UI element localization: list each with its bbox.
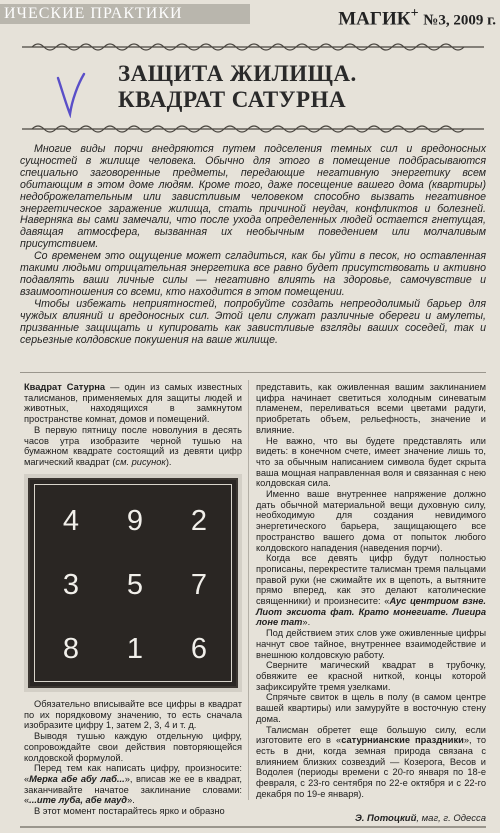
section-name: ИЧЕСКИЕ ПРАКТИКИ <box>0 4 250 24</box>
bottom-rule <box>20 826 486 828</box>
issue-number: №3, 2009 г. <box>423 12 496 29</box>
square-digit: 3 <box>62 569 80 601</box>
spell-formula-1: Мерка абе абу лаб... <box>29 773 125 784</box>
left-paragraph-4: Выводя тушью каждую отдельную цифру, сопровождайте свои действия повторяющейся колдовской формулой. <box>24 731 242 763</box>
article-lead <box>20 144 486 346</box>
left-paragraph-6: В этот момент постарайтесь ярко и образно <box>34 806 225 817</box>
column-rule <box>248 380 249 800</box>
right-paragraph-1: представить, как оживленная вашим заклинанием цифра начинает светиться холодным синеватым пламенем, переливаться всеми цветами радуги, приобретать объем, рельефность, значение и влияние. <box>256 382 486 435</box>
left-paragraph-5: Перед тем как написать цифру, произносите: «Мерка абе абу лаб...», вписав же ее в квадрат, заканчивайте начатое заклинание словами: «...ите луба, абе мауд». <box>24 763 242 806</box>
left-paragraph-3: Обязательно вписывайте все цифры в квадрат по их порядковому значению, то есть сначала изобразите цифру 1, затем 2, 3, 4 и т. д. <box>24 699 242 731</box>
right-paragraph-2: Не важно, что вы будете представлять или видеть: в конечном счете, имеет значение лишь то, что за обычным написанием символа будет скрыта ваша мощная направленная воля и связанная с нею колдовская сила. <box>256 435 486 489</box>
article-title <box>118 61 458 113</box>
left-paragraph-2: В первую пятницу после новолуния в десять часов утра изобразите черной тушью на бумажном квадрате состоящий из девяти цифр магический квадрат (см. рисунок). <box>24 424 242 467</box>
author-signature <box>256 813 486 824</box>
title-line-2: КВАДРАТ САТУРНА <box>118 87 347 112</box>
lead-paragraph-3: Чтобы избежать неприятностей, попробуйте создать непреодолимый барьер для чуждых влияний и вредоносных сил. Этой цели служат различные обереги и амулеты, призванные защищать и купировать как завистливые взгляды ваших соседей, так и серьезные колдовские покушения на ваше жилище. <box>20 297 486 346</box>
spell-formula-2: ...ите луба, абе мауд <box>29 795 128 806</box>
square-digit: 4 <box>62 505 80 537</box>
term-saturn-holidays: сатурнианские праздники <box>341 735 464 746</box>
top-ornament <box>22 42 484 52</box>
magazine-issue <box>246 2 496 30</box>
square-digit: 8 <box>62 633 80 665</box>
spell-formula-3: Аус центриом взне. Лиот эксиота фат. Крато монегиате. Лигира лоне тат <box>256 596 486 628</box>
figure-reference: см. рисунок <box>115 456 166 467</box>
author-name: Э. Потоцкий <box>354 813 417 824</box>
right-paragraph-5: Под действием этих слов уже оживленные цифры начнут свое тайное, внутреннее взаимодействие и внешнюю колдовскую работу. <box>256 628 486 660</box>
right-paragraph-8: Талисман обретет еще большую силу, если изготовите его в «сатурнианские праздники», то есть в дни, когда земная природа связана с влиянием близких созвездий — Козерога, Весов и Водолея (периоды времени с 20-го января по 18-е февраля, с 23-го сентября по 22-е октября и с 22-го декабря по 19-е января). <box>256 724 486 799</box>
lead-divider <box>20 372 486 373</box>
magic-square <box>28 478 238 688</box>
author-info: , маг, г. Одесса <box>416 813 486 824</box>
lead-paragraph-1: Многие виды порчи внедряются путем подселения темных сил и вредоносных сущностей в жилище человека. Обычно для этого в помещение подбрасываются специально заговоренные предметы, передающие негативную энергетику всем обитающим в этом доме людям. Кроме того, даже посещение вашего дома (квартиры) недоброжелательным или завистливым человеком способно вызвать негативное энергетическое заражение жилища, стать причиной неудач, конфликтов и болезней. Наверняка вы сами замечали, что после ухода определенных людей остается гнетущая, давящая атмосфера, вызванная их необычным поведением или молчаливым присутствием. <box>20 143 486 251</box>
right-paragraph-3: Именно ваше внутреннее напряжение должно дать обычной материальной вещи духовную силу, необходимую для создания невидимого энергетического барьера, защищающего все пространство вашего дома от попыток любого колдовского нападения (наведения порчи). <box>256 489 486 553</box>
right-column <box>256 382 486 799</box>
right-paragraph-7: Спрячьте свиток в щель в полу (в самом центре вашей квартиры) или замуруйте в восточную стену дома. <box>256 692 486 724</box>
bottom-ornament <box>22 124 484 134</box>
magic-square-figure <box>24 474 242 692</box>
left-paragraph-1: Квадрат Сатурна — один из самых известных талисманов, применяемых для защиты людей и животных, находящихся в замкнутом пространстве комнат, домов и помещений. <box>24 382 242 425</box>
square-digit: 2 <box>190 505 208 537</box>
magazine-plus: + <box>410 6 419 21</box>
magazine-name: МАГИК <box>338 8 411 30</box>
square-digit: 6 <box>190 633 208 665</box>
square-digit: 7 <box>190 569 208 601</box>
square-digit: 1 <box>126 633 144 665</box>
title-line-1: ЗАЩИТА ЖИЛИЩА. <box>118 61 357 86</box>
page-header <box>0 0 500 28</box>
right-paragraph-4: Когда все девять цифр будут полностью прописаны, перекрестите талисман тремя пальцами правой руки (не сжимайте их в щепоть, а вытяните прямо вперед, как это делают католические священники) и произнесите: «Аус центриом взне. Лиот эксиота фат. Крато монегиате. Лигира лоне тат». <box>256 553 486 628</box>
left-column-bottom <box>24 699 242 817</box>
square-digit: 9 <box>126 505 144 537</box>
square-digit: 5 <box>126 569 144 601</box>
check-mark-icon <box>52 70 88 118</box>
lead-paragraph-2: Со временем это ощущение может сгладиться, как бы уйти в песок, но оставленная такими людьми отрицательная энергетика все равно будет присутствовать и активно подавлять ваши личные силы — негативно влиять на здоровье, самочувствие и взаимоотношения со всеми, кто находится в этом помещении. <box>20 250 486 298</box>
right-paragraph-6: Сверните магический квадрат в трубочку, обвяжите ее красной ниткой, концы которой зафиксируйте тремя узелками. <box>256 660 486 692</box>
left-column-top <box>24 382 242 468</box>
term-saturn-square: Квадрат Сатурна <box>24 382 106 392</box>
